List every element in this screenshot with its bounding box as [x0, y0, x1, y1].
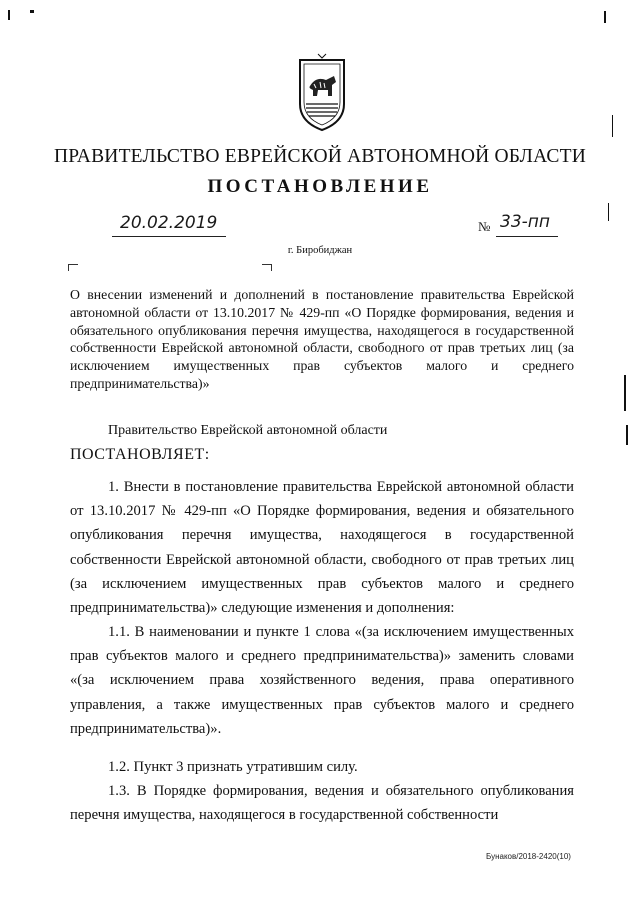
- decree-number: 33-пп: [500, 212, 550, 232]
- scan-mark: [626, 425, 628, 445]
- subject-corner-left: [68, 264, 78, 271]
- paragraph-1-2: 1.2. Пункт 3 признать утратившим силу.: [108, 759, 358, 775]
- decree-date: 20.02.2019: [120, 213, 218, 233]
- decree-subject: О внесении изменений и дополнений в постановление правительства Еврейской автономной области от 13.10.2017 № 429-пп «О Порядке формирования, ведения и обязательного опубликования перечня имущества, находящегося в государственной собственности Еврейской автономной области, свободного от прав третьих лиц (за исключением имущественных прав субъектов малого и среднего предпринимательства)»: [70, 287, 574, 391]
- coat-of-arms-icon: [296, 52, 348, 132]
- government-name: Правительство Еврейской автономной области: [108, 423, 388, 438]
- decree-title: ПОСТАНОВЛЕНИЕ: [207, 176, 433, 197]
- scan-mark: [612, 115, 613, 137]
- number-label: №: [478, 219, 491, 234]
- resolves-heading: ПОСТАНОВЛЯЕТ:: [70, 446, 210, 463]
- scan-mark: [608, 203, 609, 221]
- scan-mark: [624, 375, 626, 411]
- scan-mark: [30, 10, 34, 13]
- city-label: г. Биробиджан: [287, 245, 353, 256]
- scan-mark: [604, 11, 606, 23]
- scan-mark: [8, 10, 10, 20]
- paragraph-1-3: 1.3. В Порядке формирования, ведения и обязательного опубликования перечня имущества, находящегося в государственной собственности: [70, 783, 574, 824]
- government-title: ПРАВИТЕЛЬСТВО ЕВРЕЙСКОЙ АВТОНОМНОЙ ОБЛАСТИ: [53, 146, 587, 167]
- paragraph-1-1: 1.1. В наименовании и пункте 1 слова «(за исключением имущественных прав субъектов малого и среднего предпринимательства)» заменить словами «(за исключением права хозяйственного ведения, права оперативного управления, а также имущественных прав субъектов малого и среднего предпринимательства)».: [70, 624, 574, 737]
- subject-corner-right: [262, 264, 272, 271]
- footer-code: Бунаков/2018-2420(10): [486, 852, 571, 861]
- paragraph-1: 1. Внести в постановление правительства Еврейской автономной области от 13.10.2017 № 429-пп «О Порядке формирования, ведения и обязательного опубликования перечня имущества, находящегося в государственной собственности Еврейской автономной области, свободного от прав третьих лиц (за исключением имущественных прав субъектов малого и среднего предпринимательства)» следующие изменения и дополнения:: [70, 479, 574, 617]
